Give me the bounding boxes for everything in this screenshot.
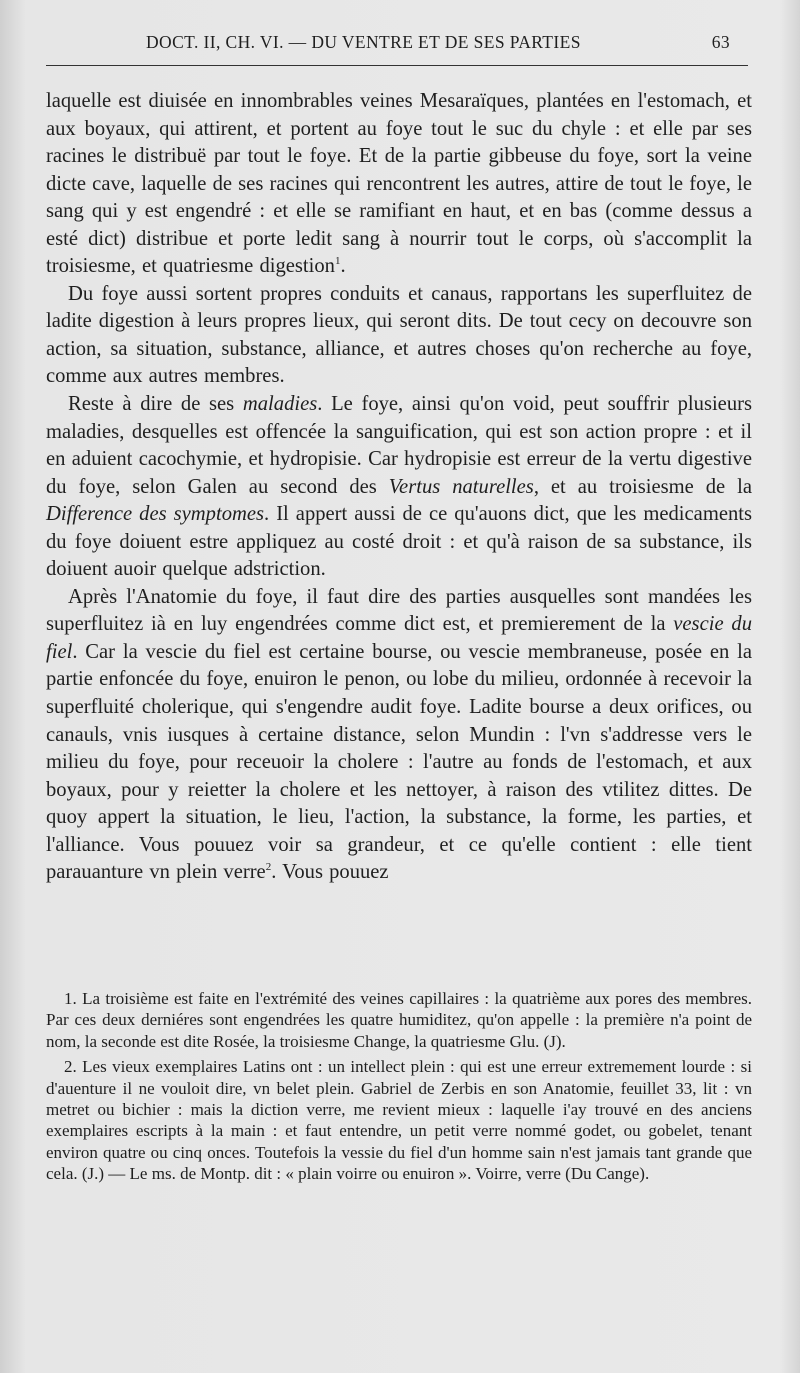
- paragraph-3-text-c: . Le foye, ainsi qu'on void, peut souffrir plusieurs maladies, desquelles est offencée la sanguification, qui est son action propre : et il en aduient cacochymie, et hydropisie. Car hydropisie est erreur de la vertu digestive du foye, selon Galen au second des: [46, 393, 752, 498]
- emphasis-vertus-naturelles: Vertus naturelles: [388, 475, 534, 498]
- paragraph-2: Du foye aussi sortent propres conduits et canaus, rapportans les superfluitez de ladite digestion à leurs propres lieux, qui seront dits. De tout cecy on decouvre son action, sa situation, substance, alliance, et autres choses qu'on recherche au foye, comme aux autres membres.: [46, 282, 752, 388]
- paragraph-4: [46, 584, 752, 887]
- page-number: 63: [711, 32, 730, 52]
- emphasis-maladies: maladies: [242, 393, 318, 416]
- footnote-ref-1[interactable]: 1: [334, 255, 341, 268]
- paragraph-3-text-g: . Il appert aussi de ce qu'auons dict, que les medicaments du foye doiuent estre appliquez au costé droit : et qu'à raison de sa substance, ils doiuent auoir quelque adstriction.: [46, 503, 753, 581]
- footnote-1: 1. La troisième est faite en l'extrémité des veines capillaires : la quatrième aux pores des membres. Par ces deux derniéres sont engendrées les quatre humiditez, qu'on appelle : la première n'a point de nom, la seconde est dite Rosée, la troisiesme Change, la quatriesme Glu. (J).: [46, 989, 752, 1051]
- paragraph-3-text-a: Reste à dire de ses: [68, 393, 243, 416]
- paragraph-1-end: .: [340, 255, 346, 278]
- paragraph-3-text-e: , et au troisiesme de la: [533, 475, 753, 498]
- paragraph-1-text: laquelle est diuisée en innombrables veines Mesaraïques, plantées en l'estomach, et aux boyaux, qui attirent, et portent au foye tout le suc du chyle : et elle par ses racines le distribuë par tout le foye. Et de la partie gibbeuse du foye, sort la veine dicte cave, laquelle de ses racines qui rencontrent les autres, attire de tout le foye, le sang qui y est engendré : et elle se ramifiant en haut, et en bas (comme dessus a esté dict) distribue et porte ledit sang à nourrir tout le corps, où s'accomplit la troisiesme, et quatriesme digestion: [46, 90, 752, 278]
- paragraph-4-text-c: . Car la vescie du fiel est certaine bourse, ou vescie membraneuse, posée en la partie enfoncée du foye, enuiron le penon, ou lobe du milieu, ordonnée à recevoir la superfluité cholerique, qui s'engendre audit foye. Ladite bourse a deux orifices, ou canauls, vnis iusques à certaine distance, selon Mundin : l'vn s'addresse vers le milieu du foye, pour receuoir la cholere : l'autre au fonds de l'estomach, et aux boyaux, pour y reietter la cholere et les nettoyer, à raison des vtilitez dittes. De quoy appert la situation, le lieu, l'action, la substance, la forme, les parties, et l'alliance. Vous pouuez voir sa grandeur, et ce qu'elle contient : elle tient parauanture vn plein verre: [46, 640, 752, 884]
- running-header: [46, 32, 748, 56]
- emphasis-difference-symptomes: Difference des symptomes: [46, 503, 265, 526]
- paragraph-4-text-d: . Vous pouuez: [271, 861, 389, 884]
- running-title: DOCT. II, CH. VI. — DU VENTRE ET DE SES PARTIES: [146, 32, 581, 52]
- footnote-2: 2. Les vieux exemplaires Latins ont : un intellect plein : qui est une erreur extremement lourde : si d'auenture il ne vouloit dire, vn belet plein. Gabriel de Zerbis en son Anatomie, feuillet 33, lit : vn metret ou bichier : mais la diction verre, me revient mieux : laquelle i'ay trouvé en des anciens exemplaires escripts à la main : et faut entendre, un petit verre nommé godet, ou gobelet, tenant environ quatre ou cinq onces. Toutefois la vessie du fiel d'un homme sain n'est jamais tant grande que cela. (J.) — Le ms. de Montp. dit : « plain voirre ou enuiron ». Voirre, verre (Du Cange).: [46, 1057, 752, 1184]
- paragraph-4-text-a: Après l'Anatomie du foye, il faut dire des parties ausquelles sont mandées les superfluitez ià en luy engendrées comme dict est, et premierement de la: [46, 585, 752, 636]
- paragraph-3: [46, 391, 752, 584]
- footnotes: [46, 988, 752, 1185]
- footnote-ref-2[interactable]: 2: [265, 861, 272, 874]
- main-text: [46, 88, 752, 887]
- header-rule: [46, 65, 748, 66]
- paragraph-1: [46, 88, 752, 281]
- emphasis-vescie-du-fiel: vescie du fiel: [46, 613, 752, 663]
